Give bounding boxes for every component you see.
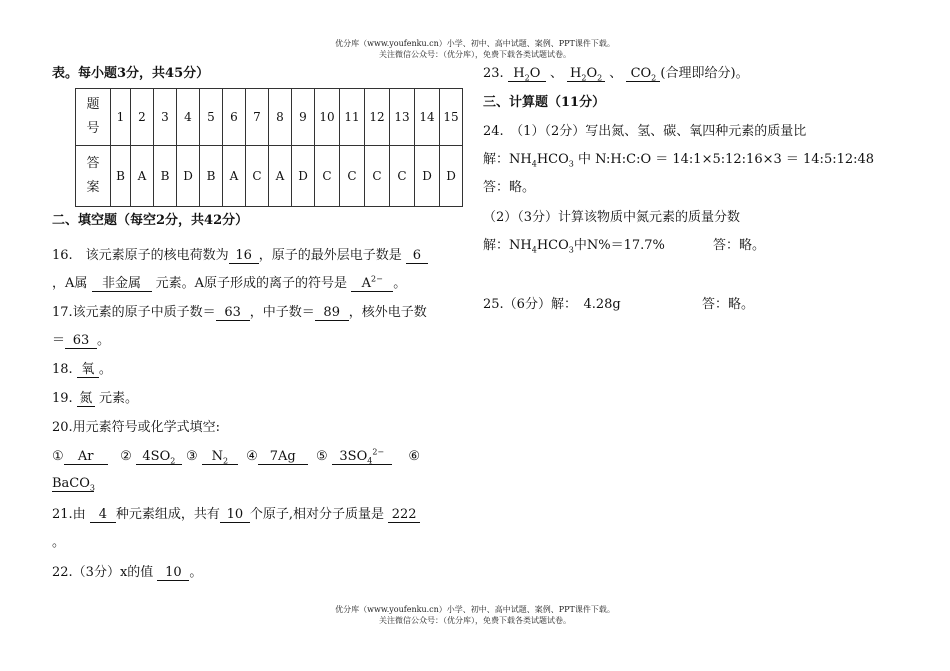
q17-answer2: 89 xyxy=(315,306,349,321)
q24-sol-sub1: 4 xyxy=(531,159,537,169)
q16-text2: ，原子的最外层电子数是 xyxy=(258,248,402,263)
q18-text1: 18. xyxy=(52,362,73,377)
question-number-cell: 15 xyxy=(440,89,463,146)
bottom-watermark xyxy=(0,604,950,626)
q20-answer6-sub: 3 xyxy=(89,483,96,493)
q17-text1: 17.该元素的原子中质子数＝ xyxy=(52,305,216,320)
question-number-cell: 11 xyxy=(340,89,365,146)
question-number-cell: 10 xyxy=(315,89,340,146)
q16-text3: ，A属 xyxy=(52,276,88,291)
q23-answer1-sub: 2 xyxy=(524,73,530,83)
watermark-line1: 优分库（www.youfenku.cn）小学、初中、高中试题、案例、PPT课件下载。 xyxy=(335,39,615,48)
q23-answer1-h: H xyxy=(513,66,525,81)
watermark-line1-bottom: 优分库（www.youfenku.cn）小学、初中、高中试题、案例、PPT课件下载。 xyxy=(335,605,615,614)
q25-answer: 答：略。 xyxy=(702,297,755,312)
q20-answer6-base: BaCO xyxy=(52,476,90,491)
table-row-numbers xyxy=(76,89,463,146)
q23-answer3-sub: 2 xyxy=(651,73,657,83)
question-number-cell: 13 xyxy=(390,89,415,146)
q22-answer1: 10 xyxy=(157,566,189,581)
answer-label-text: 答案 xyxy=(86,156,100,195)
q16-answer4-base: A xyxy=(361,276,371,291)
question-number-cell: 3 xyxy=(154,89,177,146)
q24-part2-title: （2）（3分）计算该物质中氮元素的质量分数 xyxy=(483,210,741,225)
q23-answer2 xyxy=(567,67,605,82)
q21-text3: 个原子,相对分子质量是 xyxy=(249,507,384,522)
answer-cell: A xyxy=(269,146,292,207)
table-answer-label xyxy=(76,146,111,207)
answer-cell: B xyxy=(111,146,131,207)
q20-answer5-sup: 2− xyxy=(372,447,385,457)
q20-answer2-base: 4SO xyxy=(142,449,171,464)
q24-sol-sub2: 3 xyxy=(568,159,574,169)
q18-text2: 。 xyxy=(98,362,112,377)
q23-answer2-o: O xyxy=(586,66,598,81)
q23-answer2-h: H xyxy=(570,66,582,81)
q23-answer2-sub2: 2 xyxy=(597,73,603,83)
q16-text4: 元素。A原子形成的离子的符号是 xyxy=(155,276,348,291)
q20-index5: ⑤ xyxy=(315,449,328,464)
q16-answer2: 6 xyxy=(406,249,428,264)
answer-cell: C xyxy=(340,146,365,207)
q24-part1-answer: 答：略。 xyxy=(483,180,536,195)
question-number-cell: 4 xyxy=(177,89,200,146)
header-label-text: 题号 xyxy=(86,97,100,136)
q16-answer3: 非金属 xyxy=(92,277,152,292)
q18-answer1: 氧 xyxy=(77,363,99,378)
q23-text2: (合理即给分)。 xyxy=(660,66,749,81)
q16-text1: 16. 该元素原子的核电荷数为 xyxy=(52,248,229,263)
question-number-cell: 12 xyxy=(365,89,390,146)
q20-answer6 xyxy=(52,477,94,492)
table-row-answers xyxy=(76,146,463,207)
q20-line2 xyxy=(52,476,94,492)
q19-answer1: 氮 xyxy=(77,392,95,407)
q21-answer2: 10 xyxy=(220,508,250,523)
q20-answer5 xyxy=(332,447,392,466)
section3-title: 三、计算题（11分） xyxy=(483,95,606,110)
answer-cell: B xyxy=(154,146,177,207)
q18-line xyxy=(52,362,112,378)
answer-cell: D xyxy=(292,146,315,207)
q17-text5: 。 xyxy=(97,333,111,348)
q17-text2: ，中子数＝ xyxy=(249,305,315,320)
q20-line xyxy=(52,449,420,465)
q24-sol-text3: 中 N:H:C:O ＝ 14:1×5:12:16×3 ＝ 14:5:12:48 xyxy=(578,152,875,167)
question-number-cell: 2 xyxy=(131,89,154,146)
q24-sol2-sub1: 4 xyxy=(531,245,537,255)
q23-sep2: 、 xyxy=(609,66,623,81)
q21-text1: 21.由 xyxy=(52,507,86,522)
q23-answer2-sub1: 2 xyxy=(581,73,587,83)
q23-text1: 23. xyxy=(483,66,504,81)
top-watermark xyxy=(0,38,950,60)
q20-answer3-base: N xyxy=(211,449,223,464)
question-number-cell: 9 xyxy=(292,89,315,146)
question-number-cell: 8 xyxy=(269,89,292,146)
q16-answer4-sup: 2− xyxy=(371,274,383,284)
q17-text3: ，核外电子数 xyxy=(348,305,427,320)
q20-answer2 xyxy=(136,450,182,465)
answer-cell: C xyxy=(246,146,269,207)
q20-index3: ③ xyxy=(186,449,198,464)
q20-index2: ② xyxy=(120,449,132,464)
q16-answer1: 16 xyxy=(229,249,259,264)
q20-answer4: 7Ag xyxy=(258,450,308,465)
q23-answer1 xyxy=(508,67,546,82)
section1-note: 表。每小题3分，共45分） xyxy=(52,66,210,81)
q17-answer1: 63 xyxy=(216,306,250,321)
q17-text4: ＝ xyxy=(52,333,66,348)
q24-sol2-text2: HCO xyxy=(536,238,569,253)
answer-table xyxy=(75,88,463,207)
q24-part2-solution xyxy=(483,238,665,254)
q23-sep1: 、 xyxy=(549,66,563,81)
q24-sol-text1: 解：NH xyxy=(483,152,532,167)
answer-cell: C xyxy=(390,146,415,207)
q16-line1 xyxy=(52,248,428,264)
q23-answer1-o: O xyxy=(529,66,541,81)
q20-answer5-sub: 4 xyxy=(367,456,373,466)
q24-part2-answer: 答：略。 xyxy=(713,238,766,253)
q21-line1 xyxy=(52,507,420,523)
answer-cell: A xyxy=(131,146,154,207)
q21-text2: 种元素组成，共有 xyxy=(115,507,220,522)
q20-answer3 xyxy=(202,450,238,465)
q24-part1-title: 24. （1）（2分）写出氮、氢、碳、氧四种元素的质量比 xyxy=(483,124,807,139)
q22-text2: 。 xyxy=(189,565,203,580)
question-number-cell: 7 xyxy=(246,89,269,146)
q17-answer3: 63 xyxy=(65,334,97,349)
q21-line2: 。 xyxy=(52,535,66,550)
q19-text2: 元素。 xyxy=(98,391,138,406)
q21-answer1: 4 xyxy=(90,508,116,523)
q20-index1: ① xyxy=(52,449,64,464)
q16-text5: 。 xyxy=(393,276,407,291)
q20-index6: ⑥ xyxy=(408,449,420,464)
q22-text1: 22.（3分）x的值 xyxy=(52,565,154,580)
q23-answer3 xyxy=(626,67,660,82)
q16-answer4 xyxy=(351,274,393,292)
q20-answer2-sub: 2 xyxy=(170,456,176,466)
q24-sol2-text1: 解：NH xyxy=(483,238,532,253)
question-number-cell: 14 xyxy=(415,89,440,146)
table-header-label xyxy=(76,89,111,146)
q21-answer3: 222 xyxy=(388,508,420,523)
answer-cell: D xyxy=(415,146,440,207)
q24-sol2-sub2: 3 xyxy=(568,245,574,255)
answer-cell: D xyxy=(440,146,463,207)
answer-cell: A xyxy=(223,146,246,207)
q22-line xyxy=(52,565,202,581)
answer-cell: D xyxy=(177,146,200,207)
q24-part1-solution xyxy=(483,152,874,168)
section2-title: 二、填空题（每空2分，共42分） xyxy=(52,213,249,228)
q17-line1 xyxy=(52,305,427,321)
q20-answer5-base: 3SO xyxy=(339,449,368,464)
q20-title: 20.用元素符号或化学式填空: xyxy=(52,420,221,435)
q25-solution: 25.（6分）解： 4.28g xyxy=(483,297,621,312)
answer-cell: C xyxy=(365,146,390,207)
q17-line2 xyxy=(52,333,110,349)
watermark-line2: 关注微信公众号：（优分库），免费下载各类试题试卷。 xyxy=(379,50,571,59)
q24-sol-text2: HCO xyxy=(536,152,569,167)
question-number-cell: 1 xyxy=(111,89,131,146)
q19-text1: 19. xyxy=(52,391,73,406)
q23-line xyxy=(483,66,749,82)
question-number-cell: 6 xyxy=(223,89,246,146)
q19-line xyxy=(52,391,138,407)
q20-answer1: Ar xyxy=(64,450,108,465)
answer-cell: B xyxy=(200,146,223,207)
q16-line2 xyxy=(52,276,406,292)
q24-sol2-text3: 中N%＝17.7% xyxy=(573,238,665,253)
watermark-line2-bottom: 关注微信公众号：（优分库），免费下载各类试题试卷。 xyxy=(379,616,571,625)
q20-answer3-sub: 2 xyxy=(222,456,229,466)
answer-cell: C xyxy=(315,146,340,207)
q23-answer3-co: CO xyxy=(630,66,652,81)
q20-index4: ④ xyxy=(246,449,258,464)
question-number-cell: 5 xyxy=(200,89,223,146)
